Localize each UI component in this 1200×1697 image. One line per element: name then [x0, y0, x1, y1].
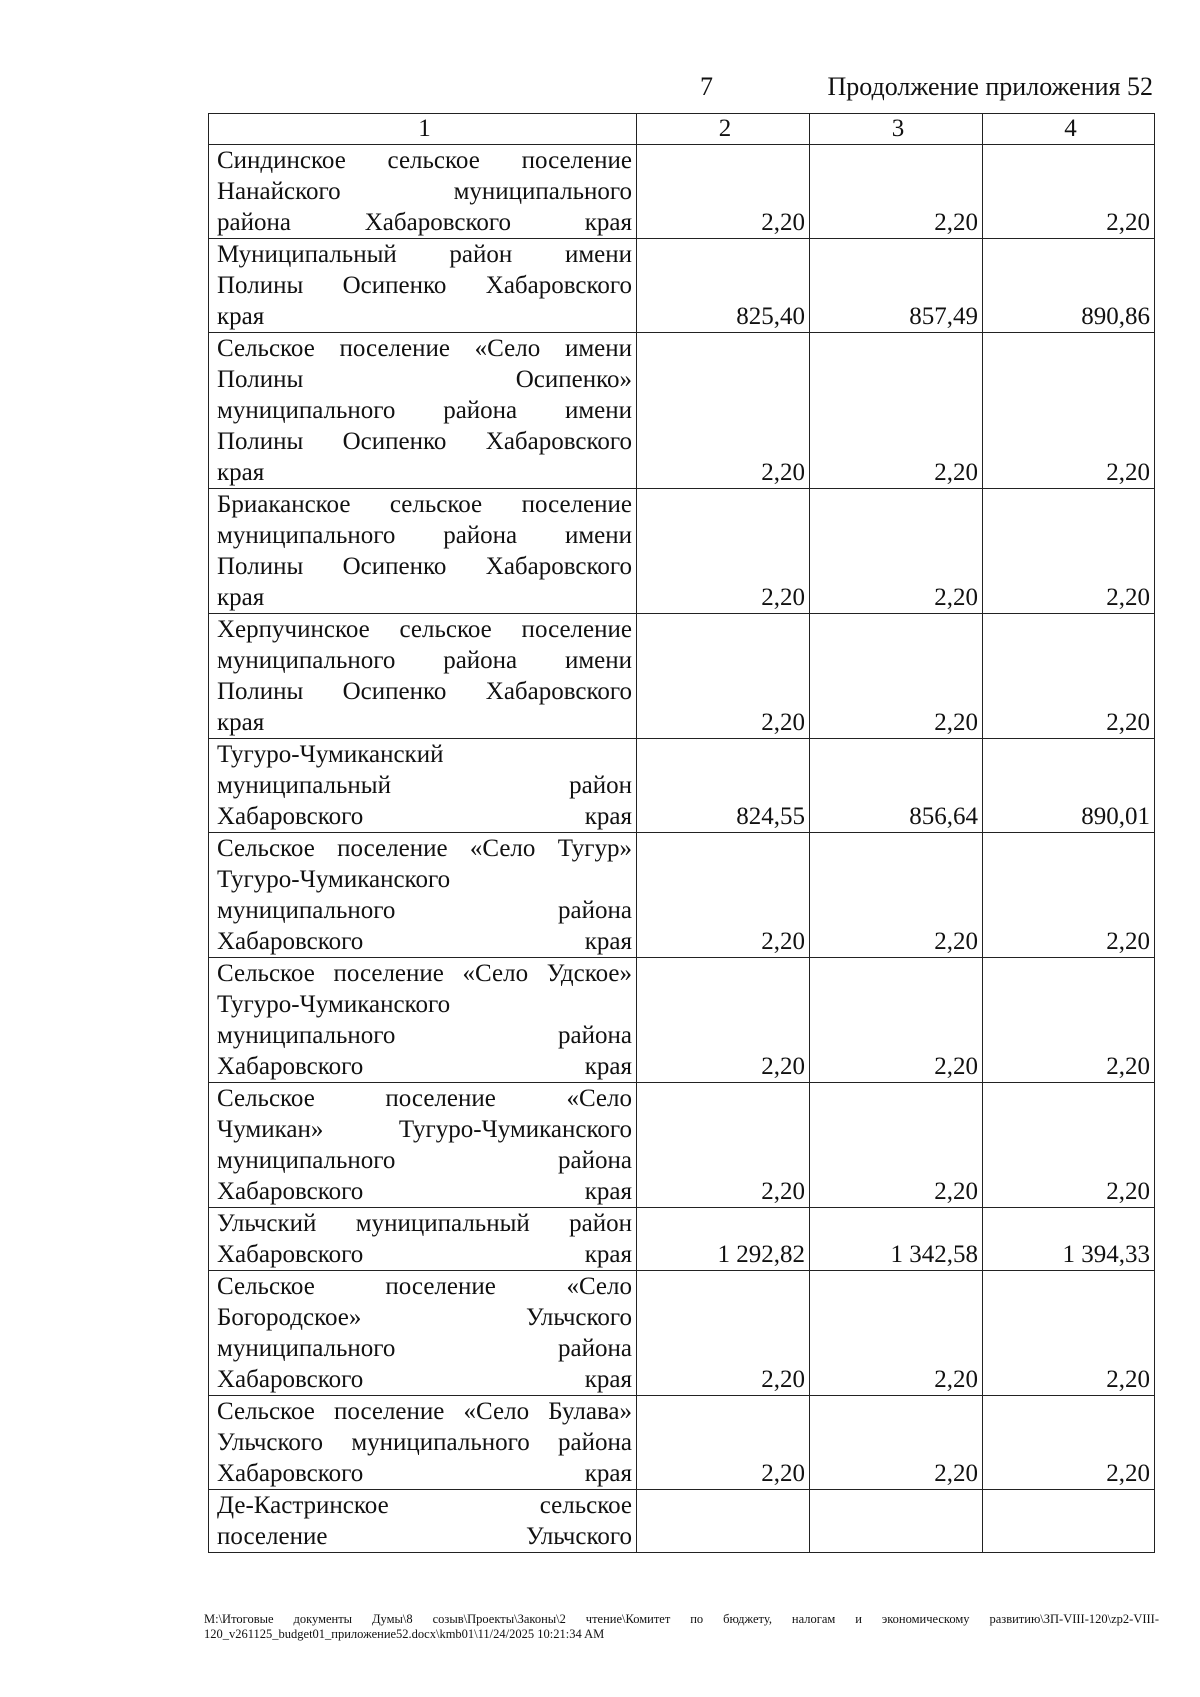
municipality-name	[209, 239, 637, 333]
column-header: 1	[209, 114, 637, 145]
name-line: края	[217, 459, 265, 486]
value-c2: 2,20	[637, 1396, 810, 1490]
table-row	[209, 1271, 1155, 1396]
name-line: Полины Осипенко Хабаровского	[217, 428, 632, 455]
value-c3: 2,20	[810, 489, 983, 614]
name-line: Полины Осипенко Хабаровского	[217, 272, 632, 299]
value-c2: 2,20	[637, 1083, 810, 1208]
name-line: Муниципальный район имени	[217, 241, 632, 268]
name-line: муниципального района	[217, 1335, 632, 1362]
municipality-name	[209, 833, 637, 958]
name-line: Сельское поселение «Село Тугур»	[217, 835, 632, 862]
name-line: муниципального района	[217, 1147, 632, 1174]
value-c4: 2,20	[983, 1396, 1155, 1490]
name-line: муниципального района имени	[217, 397, 632, 424]
value-c4: 2,20	[983, 1083, 1155, 1208]
value-c4: 2,20	[983, 958, 1155, 1083]
municipality-name	[209, 1396, 637, 1490]
value-c2: 824,55	[637, 739, 810, 833]
municipality-name	[209, 1271, 637, 1396]
name-line: Сельское поселение «Село	[217, 1085, 632, 1112]
value-c4: 2,20	[983, 614, 1155, 739]
name-line: Богородское» Ульчского	[217, 1304, 632, 1331]
municipality-name	[209, 739, 637, 833]
value-c3: 2,20	[810, 614, 983, 739]
name-line: муниципального района имени	[217, 647, 632, 674]
municipality-name	[209, 1083, 637, 1208]
continuation-title: Продолжение приложения 52	[827, 72, 1153, 101]
value-c3: 2,20	[810, 333, 983, 489]
name-line: муниципальный район	[217, 772, 632, 799]
name-line: Хабаровского края	[217, 1053, 632, 1080]
name-line: края	[217, 709, 265, 736]
municipality-name	[209, 1490, 637, 1553]
value-c2: 2,20	[637, 833, 810, 958]
name-line: Хабаровского края	[217, 1178, 632, 1205]
municipality-name	[209, 489, 637, 614]
name-line: Херпучинское сельское поселение	[217, 616, 632, 643]
table-row	[209, 1208, 1155, 1271]
name-line: Полины Осипенко Хабаровского	[217, 553, 632, 580]
name-line: Сельское поселение «Село Булава»	[217, 1398, 632, 1425]
table-row	[209, 833, 1155, 958]
table-row	[209, 1490, 1155, 1553]
value-c4: 2,20	[983, 333, 1155, 489]
value-c3: 2,20	[810, 833, 983, 958]
name-line: Хабаровского края	[217, 1241, 632, 1268]
page-number: 7	[700, 72, 713, 101]
name-line: Хабаровского края	[217, 1366, 632, 1393]
name-line: Полины Осипенко»	[217, 366, 632, 393]
value-c4: 2,20	[983, 833, 1155, 958]
value-c3: 2,20	[810, 1083, 983, 1208]
column-header: 2	[637, 114, 810, 145]
value-c2: 1 292,82	[637, 1208, 810, 1271]
name-line: Сельское поселение «Село Удское»	[217, 960, 632, 987]
value-c2: 2,20	[637, 958, 810, 1083]
name-line: края	[217, 584, 265, 611]
value-c2: 2,20	[637, 333, 810, 489]
value-c3: 857,49	[810, 239, 983, 333]
table-row	[209, 1396, 1155, 1490]
municipality-name	[209, 1208, 637, 1271]
table-row	[209, 489, 1155, 614]
name-line: Сельское поселение «Село имени	[217, 335, 632, 362]
table-row	[209, 958, 1155, 1083]
name-line: Де-Кастринское сельское	[217, 1492, 632, 1519]
municipality-name	[209, 958, 637, 1083]
name-line: муниципального района	[217, 897, 632, 924]
column-header: 3	[810, 114, 983, 145]
name-line: Сельское поселение «Село	[217, 1273, 632, 1300]
value-c4: 2,20	[983, 1271, 1155, 1396]
table-header-row	[209, 114, 1155, 145]
value-c2: 2,20	[637, 145, 810, 239]
value-c3: 2,20	[810, 958, 983, 1083]
document-path-footer: М:\Итоговые документы Думы\8 созыв\Проекты\Законы\2 чтение\Комитет по бюджету, налогам и экономическому развитию\ЗП-VIII-120\zp2-VIII-120_v261125_budget01_приложение52.docx\kmb01\11/24/2025 10:21:34 AM	[204, 1612, 1159, 1641]
name-line: Нанайского муниципального	[217, 178, 632, 205]
name-line: поселение Ульчского	[217, 1523, 632, 1550]
value-c3: 2,20	[810, 1271, 983, 1396]
table-row	[209, 614, 1155, 739]
municipality-name	[209, 333, 637, 489]
table-row	[209, 333, 1155, 489]
name-line: Хабаровского края	[217, 803, 632, 830]
table-row	[209, 739, 1155, 833]
value-c2	[637, 1490, 810, 1553]
municipality-name	[209, 614, 637, 739]
name-line: Хабаровского края	[217, 928, 632, 955]
name-line: Тугуро-Чумиканского	[217, 866, 451, 893]
name-line: района Хабаровского края	[217, 209, 632, 236]
municipality-name	[209, 145, 637, 239]
value-c3: 856,64	[810, 739, 983, 833]
table-row	[209, 145, 1155, 239]
value-c3: 2,20	[810, 1396, 983, 1490]
appendix-table	[208, 113, 1155, 1553]
value-c2: 2,20	[637, 614, 810, 739]
name-line: Синдинское сельское поселение	[217, 147, 632, 174]
name-line: Полины Осипенко Хабаровского	[217, 678, 632, 705]
value-c4: 1 394,33	[983, 1208, 1155, 1271]
name-line: Тугуро-Чумиканский	[217, 741, 444, 768]
name-line: края	[217, 303, 265, 330]
name-line: Ульчский муниципальный район	[217, 1210, 632, 1237]
table-row	[209, 239, 1155, 333]
value-c4: 890,01	[983, 739, 1155, 833]
name-line: Чумикан» Тугуро-Чумиканского	[217, 1116, 632, 1143]
value-c4: 890,86	[983, 239, 1155, 333]
value-c3	[810, 1490, 983, 1553]
column-header: 4	[983, 114, 1155, 145]
value-c3: 2,20	[810, 145, 983, 239]
name-line: Тугуро-Чумиканского	[217, 991, 451, 1018]
table-row	[209, 1083, 1155, 1208]
value-c4: 2,20	[983, 489, 1155, 614]
name-line: Хабаровского края	[217, 1460, 632, 1487]
name-line: муниципального района имени	[217, 522, 632, 549]
name-line: муниципального района	[217, 1022, 632, 1049]
value-c2: 825,40	[637, 239, 810, 333]
value-c4	[983, 1490, 1155, 1553]
name-line: Бриаканское сельское поселение	[217, 491, 632, 518]
value-c3: 1 342,58	[810, 1208, 983, 1271]
value-c2: 2,20	[637, 1271, 810, 1396]
value-c2: 2,20	[637, 489, 810, 614]
name-line: Ульчского муниципального района	[217, 1429, 632, 1456]
value-c4: 2,20	[983, 145, 1155, 239]
